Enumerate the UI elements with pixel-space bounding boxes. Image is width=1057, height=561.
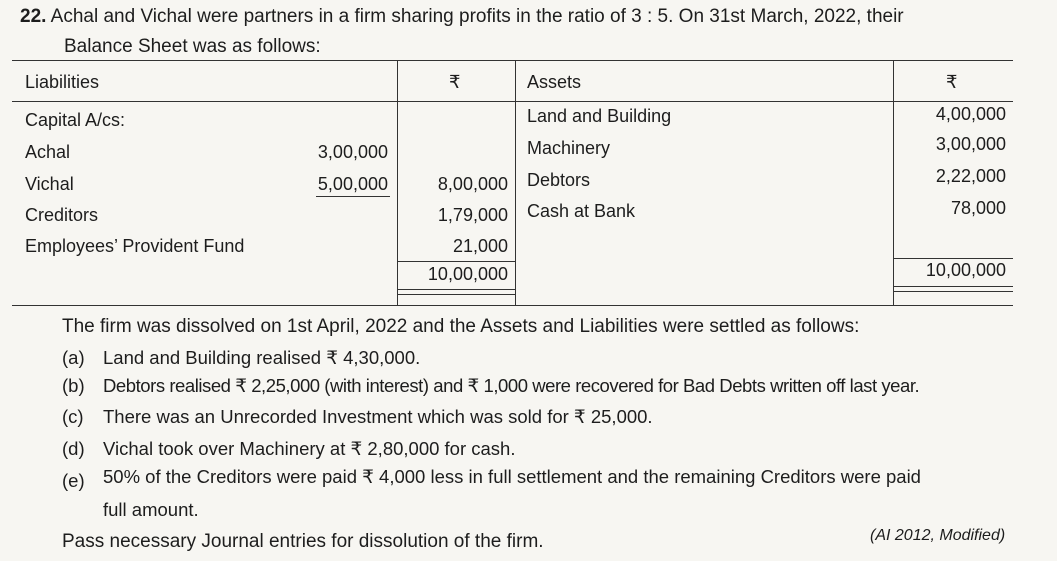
liability-amount-capital: 8,00,000 [437,174,508,194]
settlement-text-c: There was an Unrecorded Investment which was sold for ₹ 25,000. [103,406,653,427]
asset-label-machinery: Machinery [527,138,611,158]
table-top-border [12,60,1013,61]
liability-label-epf: Employees’ Provident Fund [25,236,245,256]
settlement-text-a: Land and Building realised ₹ 4,30,000. [103,347,421,368]
liability-label-capital: Capital A/cs: [25,110,126,130]
settlement-item-c [62,406,84,428]
item-letter: (d) [62,438,85,459]
asset-label-cash: Cash at Bank [527,201,636,221]
column-divider-2 [515,60,516,305]
asset-label-debtors: Debtors [527,170,591,190]
settlement-item-b [62,375,85,397]
settlement-item-d [62,438,85,460]
right-total-top-rule [893,258,1013,259]
header-rupee-right: ₹ [946,72,958,92]
capital-vichal-amount: 5,00,000 [317,174,388,194]
item-letter: (c) [62,406,84,427]
settlement-text-b: Debtors realised ₹ 2,25,000 (with interest) and ₹ 1,000 were recovered for Bad Debts written off last year. [103,375,920,396]
asset-amount-land: 4,00,000 [935,104,1006,124]
column-divider-3 [893,60,894,305]
asset-label-land: Land and Building [527,106,672,126]
instruction: Pass necessary Journal entries for dissolution of the firm. [62,531,544,552]
liability-amount-epf: 21,000 [452,236,508,256]
right-total-rule-1 [893,286,1013,287]
question-line-1 [20,6,904,28]
liability-label-vichal: Vichal [25,174,74,194]
question-number: 22. [20,6,47,27]
capital-achal-amount: 3,00,000 [317,142,388,162]
item-letter: (a) [62,347,85,368]
question-text-1: Achal and Vichal were partners in a firm sharing profits in the ratio of 3 : 5. On 31st March, 2022, their [50,6,904,27]
left-total-rule-2 [397,294,515,295]
item-letter: (e) [62,470,85,491]
asset-amount-cash: 78,000 [950,198,1006,218]
settlement-text-e-continuation: full amount. [103,499,199,520]
right-total: 10,00,000 [925,260,1006,280]
settlement-text-e: 50% of the Creditors were paid ₹ 4,000 less in full settlement and the remaining Creditors were paid [103,466,921,487]
liability-label-achal: Achal [25,142,71,162]
settlement-item-e [62,470,85,492]
asset-amount-debtors: 2,22,000 [935,166,1006,186]
left-total-rule-1 [397,289,515,290]
source-citation: (AI 2012, Modified) [870,527,1006,544]
item-letter: (b) [62,375,85,396]
liability-label-creditors: Creditors [25,205,99,225]
column-divider-1 [397,60,398,305]
question-text-2: Balance Sheet was as follows: [64,36,321,57]
header-rupee-left: ₹ [449,72,461,92]
header-assets: Assets [527,72,582,92]
dissolution-intro: The firm was dissolved on 1st April, 2022 and the Assets and Liabilities were settled as follows: [62,316,860,337]
left-total-top-rule [397,261,515,262]
liability-amount-creditors: 1,79,000 [437,205,508,225]
header-liabilities: Liabilities [25,72,100,92]
left-total: 10,00,000 [427,264,508,284]
right-total-rule-2 [893,291,1013,292]
table-header-divider [12,101,1013,102]
settlement-item-a [62,347,85,369]
settlement-text-d: Vichal took over Machinery at ₹ 2,80,000 for cash. [103,438,516,459]
asset-amount-machinery: 3,00,000 [935,134,1006,154]
capital-subtotal-underline [316,196,390,197]
table-bottom-border [12,305,1013,306]
